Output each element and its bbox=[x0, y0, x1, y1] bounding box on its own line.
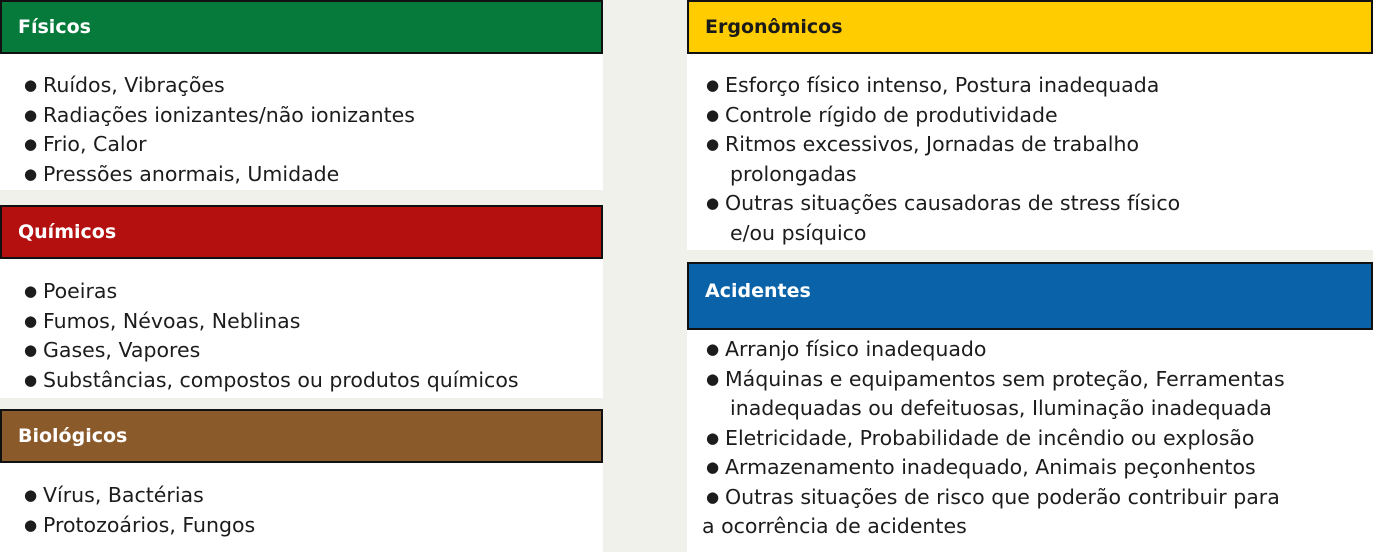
list-item: ● Radiações ionizantes/não ionizantes bbox=[24, 101, 415, 131]
list-item: ● Máquinas e equipamentos sem proteção, Ferramentas bbox=[706, 365, 1285, 395]
list-item: ● Fumos, Névoas, Neblinas bbox=[24, 307, 519, 337]
list-item-continuation: inadequadas ou defeituosas, Iluminação inadequada bbox=[730, 396, 1272, 420]
list-item: ● Frio, Calor bbox=[24, 130, 415, 160]
bullet-icon: ● bbox=[706, 340, 720, 358]
list-item: ● Pressões anormais, Umidade bbox=[24, 160, 415, 190]
fisicos-list bbox=[24, 71, 415, 189]
ergonomicos-title: Ergonômicos bbox=[705, 16, 843, 38]
list-item: ● Controle rígido de produtividade bbox=[706, 101, 1180, 131]
bullet-icon: ● bbox=[24, 341, 38, 359]
bullet-icon: ● bbox=[24, 105, 38, 124]
bullet-icon: ● bbox=[24, 370, 38, 389]
list-item: ● Ritmos excessivos, Jornadas de trabalho bbox=[706, 130, 1180, 160]
bullet-icon: ● bbox=[24, 76, 38, 94]
bullet-icon: ● bbox=[24, 311, 38, 330]
list-item: ● Protozoários, Fungos bbox=[24, 511, 255, 541]
bullet-icon: ● bbox=[706, 105, 720, 124]
bullet-icon: ● bbox=[24, 486, 38, 504]
list-item: ● Ruídos, Vibrações bbox=[24, 71, 415, 101]
bullet-icon: ● bbox=[706, 76, 720, 94]
biologicos-list bbox=[24, 481, 255, 540]
list-item: ● Substâncias, compostos ou produtos químicos bbox=[24, 366, 519, 396]
quimicos-header bbox=[0, 205, 603, 259]
biologicos-title: Biológicos bbox=[18, 425, 128, 447]
acidentes-title: Acidentes bbox=[705, 280, 811, 302]
fisicos-header bbox=[0, 0, 603, 54]
list-item-continuation: prolongadas bbox=[730, 161, 857, 186]
list-item: ● Outras situações causadoras de stress físico bbox=[706, 189, 1180, 219]
list-item: ● Armazenamento inadequado, Animais peçonhentos bbox=[706, 453, 1285, 483]
list-item: ● Poeiras bbox=[24, 277, 519, 307]
bullet-icon: ● bbox=[24, 164, 38, 183]
quimicos-title: Químicos bbox=[18, 221, 117, 243]
acidentes-header bbox=[687, 262, 1373, 330]
list-item: ● Eletricidade, Probabilidade de incêndio ou explosão bbox=[706, 424, 1285, 454]
list-item: ● Arranjo físico inadequado bbox=[706, 335, 1285, 365]
list-item-continuation: a ocorrência de acidentes bbox=[702, 514, 967, 538]
list-item: ● Vírus, Bactérias bbox=[24, 481, 255, 511]
acidentes-list bbox=[702, 335, 1285, 542]
bullet-icon: ● bbox=[24, 282, 38, 300]
biologicos-header bbox=[0, 409, 603, 463]
list-item: ● Esforço físico intenso, Postura inadequada bbox=[706, 71, 1180, 101]
bullet-icon: ● bbox=[24, 135, 38, 153]
bullet-icon: ● bbox=[706, 458, 720, 476]
list-item-continuation: e/ou psíquico bbox=[730, 220, 867, 245]
bullet-icon: ● bbox=[24, 515, 38, 534]
quimicos-list bbox=[24, 277, 519, 395]
bullet-icon: ● bbox=[706, 487, 720, 506]
bullet-icon: ● bbox=[706, 135, 720, 153]
list-item: ● Gases, Vapores bbox=[24, 336, 519, 366]
bullet-icon: ● bbox=[706, 194, 720, 212]
fisicos-title: Físicos bbox=[18, 16, 91, 38]
bullet-icon: ● bbox=[706, 369, 720, 388]
bullet-icon: ● bbox=[706, 428, 720, 447]
ergonomicos-list bbox=[706, 71, 1180, 248]
list-item: ● Outras situações de risco que poderão contribuir para bbox=[706, 483, 1285, 513]
ergonomicos-header bbox=[687, 0, 1373, 54]
